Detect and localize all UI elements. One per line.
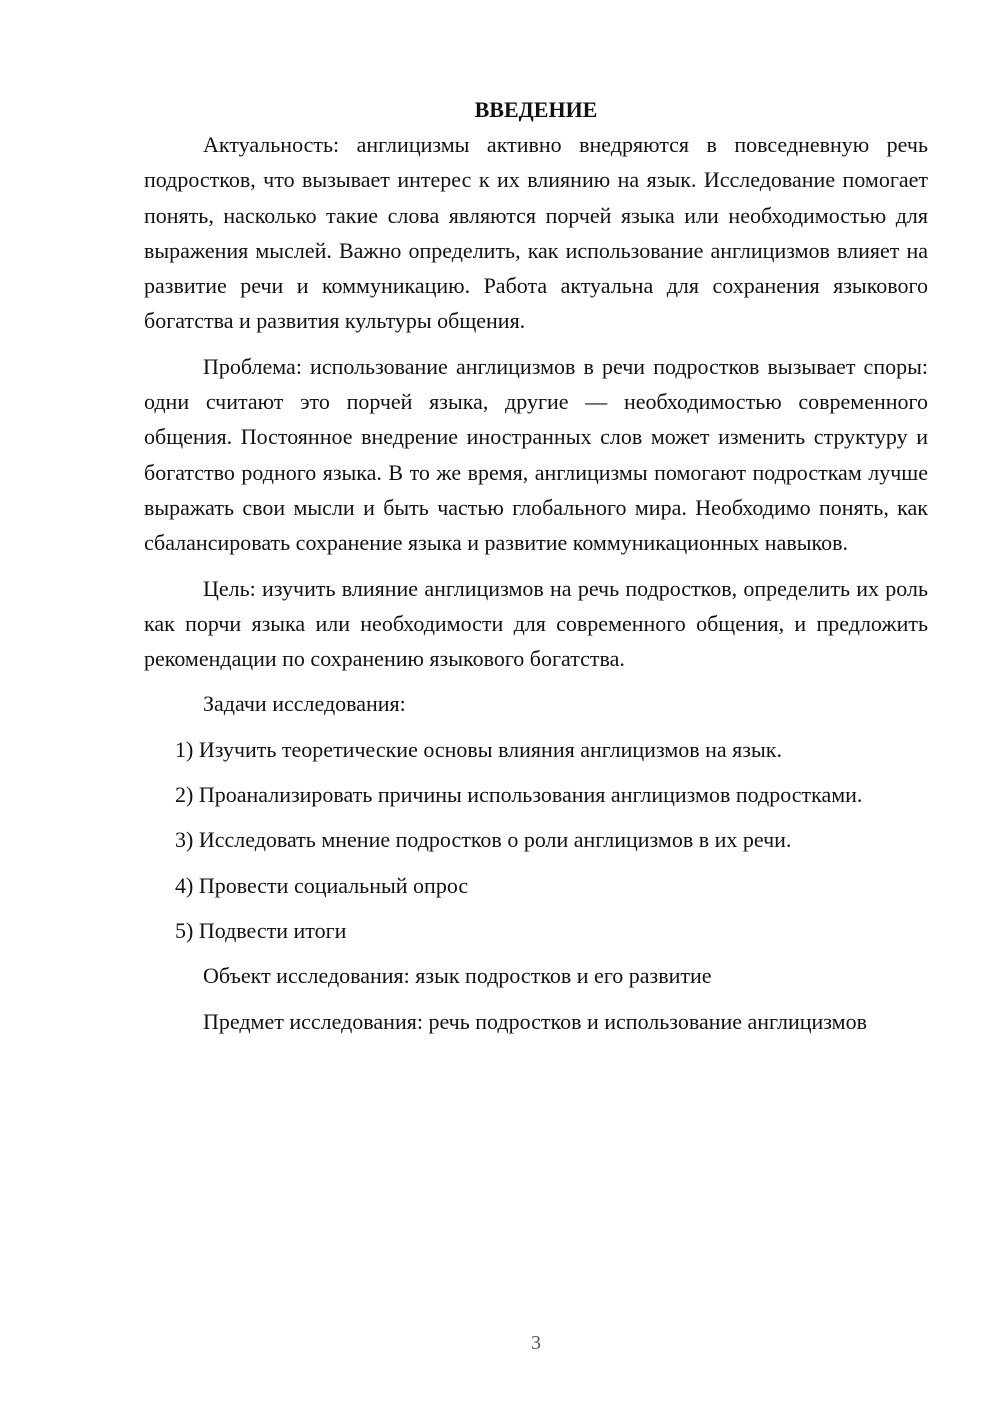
problem-paragraph: Проблема: использование англицизмов в речи подростков вызывает споры: одни считают это порчей языка, другие — необходимостью современного общения. Постоянное внедрение иностранных слов может изменить структуру и богатство родного языка. В то же время, англицизмы помогают подросткам лучше выражать свои мысли и быть частью глобального мира. Необходимо понять, как сбалансировать сохранение языка и развитие коммуникационных навыков. (144, 353, 928, 556)
task-item-3: 3) Исследовать мнение подростков о роли англицизмов в их речи. (175, 827, 792, 853)
task-item-1: 1) Изучить теоретические основы влияния англицизмов на язык. (175, 736, 782, 762)
document-page (144, 92, 928, 1049)
tasks-heading: Задачи исследования: (203, 691, 406, 717)
goal-paragraph: Цель: изучить влияние англицизмов на речь подростков, определить их роль как порчи языка или необходимости для современного общения, и предложить рекомендации по сохранению языкового богатства. (144, 575, 928, 672)
page-title: ВВЕДЕНИЕ (474, 97, 598, 122)
task-item-4: 4) Провести социальный опрос (175, 872, 469, 898)
task-item-2: 2) Проанализировать причины использования англицизмов подростками. (175, 782, 863, 808)
object-paragraph: Объект исследования: язык подростков и его развитие (203, 963, 712, 989)
page-number: 3 (531, 1332, 541, 1354)
task-item-5: 5) Подвести итоги (175, 917, 347, 943)
subject-paragraph: Предмет исследования: речь подростков и использование англицизмов (203, 1008, 867, 1034)
relevance-paragraph: Актуальность: англицизмы активно внедряются в повседневную речь подростков, что вызывает интерес к их влиянию на язык. Исследование помогает понять, насколько такие слова являются порчей языка или необходимостью для выражения мыслей. Важно определить, как использование англицизмов влияет на развитие речи и коммуникацию. Работа актуальна для сохранения языкового богатства и развития культуры общения. (144, 132, 928, 334)
